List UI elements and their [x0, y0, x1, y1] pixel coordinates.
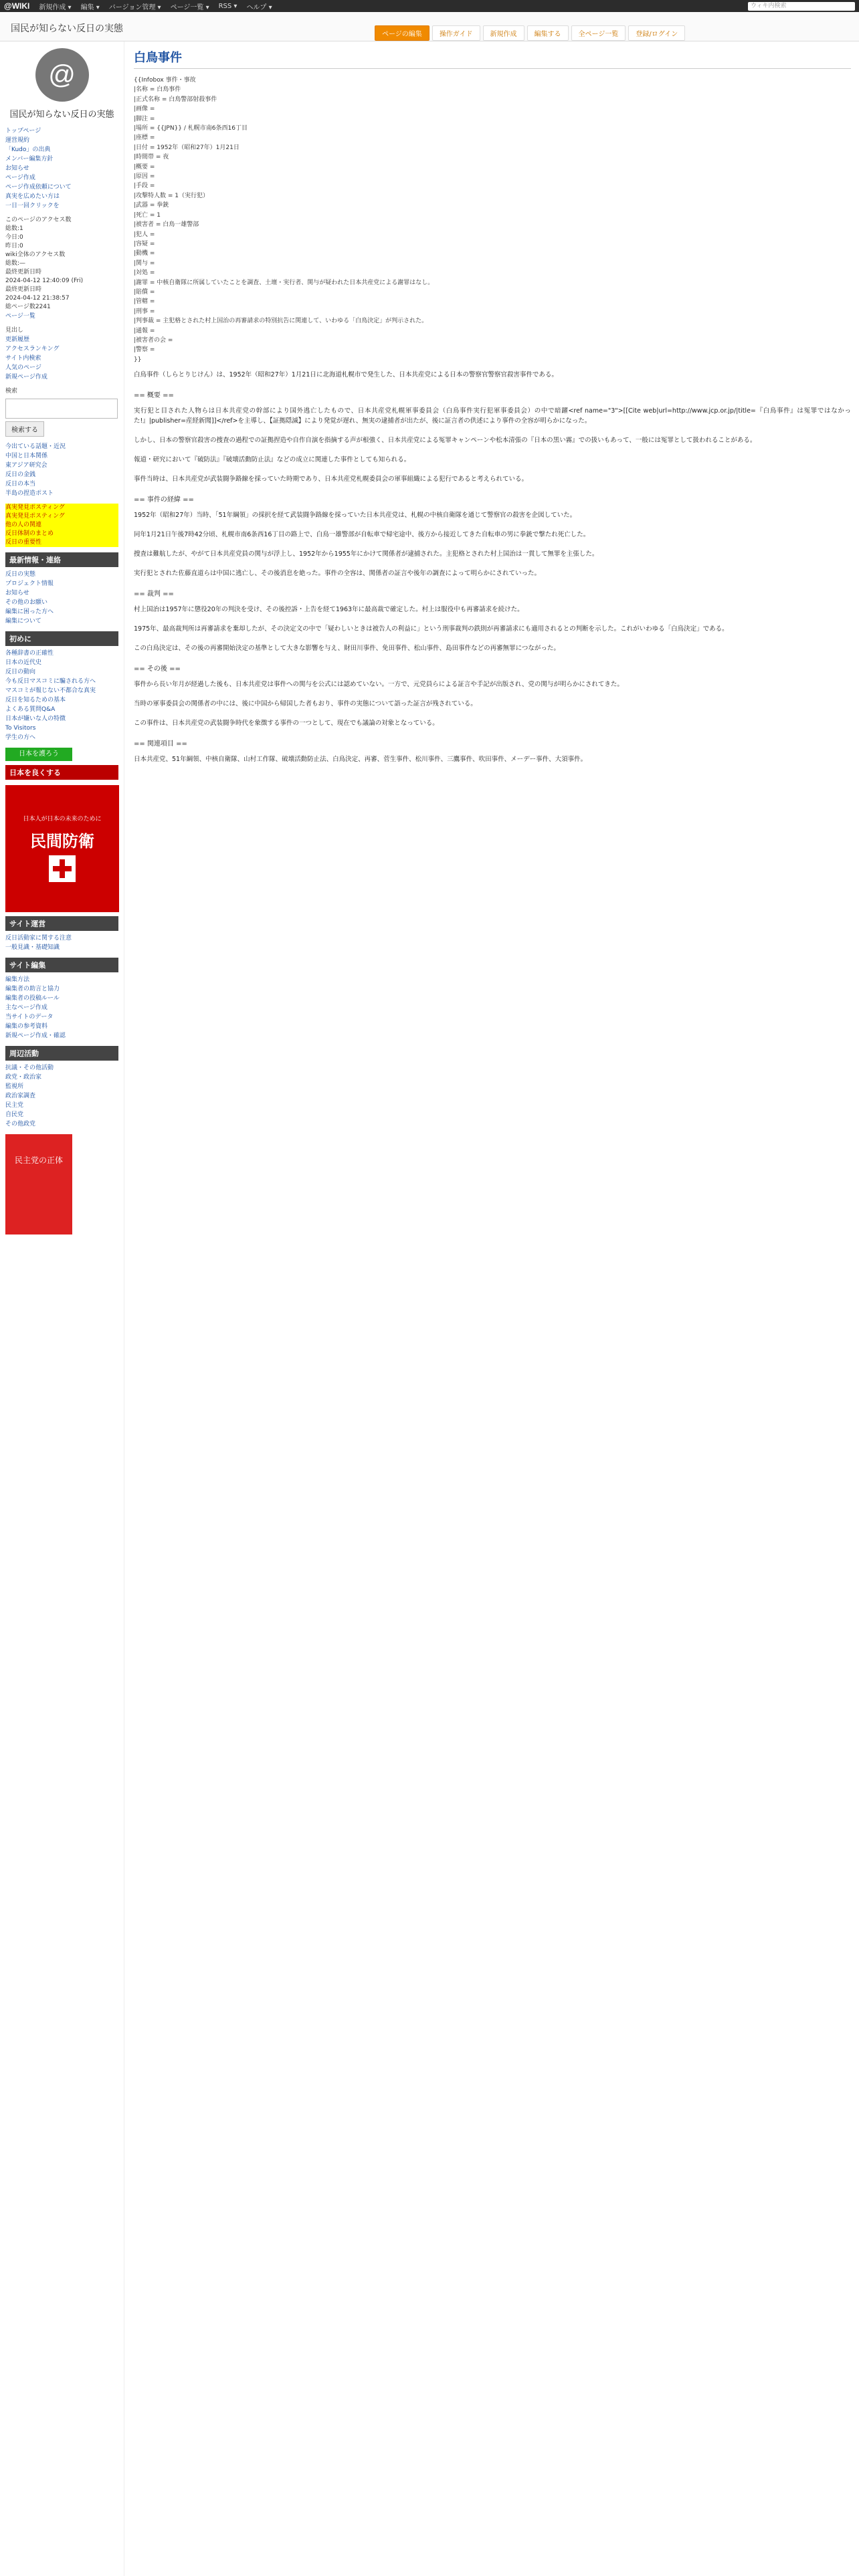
paragraph: 事件当時は、日本共産党が武装闘争路線を採っていた時期であり、日本共産党札幌委員会の軍事組織による犯行であると考えられている。	[134, 475, 529, 484]
banner-title: 民間防衛	[30, 833, 94, 851]
sidebar-stats	[0, 216, 124, 321]
paragraph: この白鳥決定は、その後の再審開始決定の基準として大きな影響を与え、財田川事件、免田事件、松山事件、島田事件などの再審無罪につながった。	[134, 645, 560, 653]
sidebar-link[interactable]: 運営規約	[5, 137, 30, 144]
stat-line: 総数:—	[5, 260, 26, 267]
infobox-line: |容疑 =	[134, 240, 155, 247]
edit-page-button[interactable]: ページの編集	[375, 25, 430, 41]
section-heading: == その後 ==	[134, 665, 181, 673]
infobox-line: |脚注 =	[134, 115, 155, 122]
sidebar-search-input[interactable]	[5, 399, 118, 419]
stat-line: 今日:0	[5, 234, 23, 241]
sidebar-link[interactable]: 編集者の助言と協力	[5, 986, 60, 992]
sidebar-section-title: サイト編集	[5, 958, 118, 972]
header-actions	[375, 25, 688, 41]
site-links-title: 見出し	[5, 327, 24, 334]
sidebar-section-title: 最新情報・連絡	[5, 552, 118, 567]
new-page-button[interactable]: 新規作成	[483, 25, 524, 41]
page-list-link[interactable]: ページ一覧	[5, 313, 35, 320]
stat-line: このページのアクセス数	[5, 217, 72, 223]
sidebar-link[interactable]: 反日の金銭	[5, 471, 36, 478]
highlight-link[interactable]: 反日体制のまとめ	[5, 530, 118, 538]
sidebar-link[interactable]: 新規ページ作成・確認	[5, 1033, 66, 1039]
sidebar	[0, 41, 124, 2576]
sidebar-link[interactable]: その他政党	[5, 1121, 36, 1128]
infobox-line: |日付 = 1952年（昭和27年）1月21日	[134, 144, 240, 151]
infobox-source	[134, 76, 851, 364]
sidebar-section-title: サイト運営	[5, 916, 118, 931]
paragraph: 実行犯と目された人物らは日本共産党の幹部により国外逃亡したもので、日本共産党札幌軍事委員会（白鳥事件実行犯軍事委員会）の中で暗躍<ref name="3">[[Cite web|url=http://www.jcp.or.jp/|title=『白鳥事件』は冤罪ではなかった!』|publisher=産経新聞]]</ref>を主導し、【証拠隠滅】により発覚が遅れ、無実の逮捕者が出たが、後に証言者の供述により事件の全容が明らかになった。	[134, 407, 851, 425]
stat-line: 昨日:0	[5, 243, 23, 249]
infobox-line: |関与 =	[134, 259, 155, 267]
sidebar-link[interactable]: To Visitors	[5, 725, 36, 732]
sidebar-link[interactable]: 自民党	[5, 1111, 24, 1118]
sidebar-link[interactable]: 一般見識・基礎知識	[5, 944, 60, 951]
sidebar-link[interactable]: サイト内検索	[5, 355, 41, 362]
sidebar-link[interactable]: お知らせ	[5, 590, 29, 597]
cross-icon	[49, 855, 76, 882]
sidebar-link[interactable]: トップページ	[5, 128, 41, 134]
sidebar-search-button[interactable]: 検索する	[5, 421, 44, 437]
page-title: 白鳥事件	[134, 48, 851, 69]
highlight-link[interactable]: 他の人の関連	[5, 521, 118, 530]
paragraph: 報道・研究において『破防法』『破壊活動防止法』などの成立に関連した事件としても知られる。	[134, 456, 411, 464]
infobox-line: |犯人 =	[134, 231, 155, 238]
sidebar-link[interactable]: 「Kudo」の出典	[5, 146, 51, 153]
sidebar-link[interactable]: 真実を広めたい方は	[5, 193, 60, 200]
all-pages-button[interactable]: 全ページ一覧	[571, 25, 626, 41]
sidebar-site-title[interactable]: 国民が知らない反日の実態	[9, 110, 114, 120]
menu-page-list[interactable]: ページ一覧 ▾	[170, 3, 209, 11]
sidebar-link[interactable]: 反日を知るための基本	[5, 697, 66, 704]
sidebar-link[interactable]: 抗議・その他活動	[5, 1065, 54, 1071]
sidebar-link[interactable]: 反日の動向	[5, 669, 36, 675]
sidebar-new-info	[0, 552, 124, 626]
sidebar-top-links	[0, 126, 124, 211]
sidebar-site-mgmt	[0, 958, 124, 1041]
login-button[interactable]: 登録/ログイン	[628, 25, 685, 41]
infobox-line: |刑事 =	[134, 308, 155, 315]
sidebar-section-title: 日本を良くする	[5, 765, 118, 780]
paragraph: 事件から長い年月が経過した後も、日本共産党は事件への関与を公式には認めていない。一方で、元党員らによる証言や手記が出版され、党の関与が明らかにされてきた。	[134, 681, 624, 689]
sidebar-link[interactable]: その他のお願い	[5, 599, 48, 606]
infobox-line: |座標 =	[134, 134, 155, 142]
sidebar-link[interactable]: 当サイトのデータ	[5, 1014, 54, 1021]
civil-defense-banner[interactable]	[5, 785, 119, 912]
sidebar-link[interactable]: 更新履歴	[5, 336, 30, 343]
menu-rss[interactable]: RSS ▾	[218, 2, 237, 10]
stat-line: 最終更新日時	[5, 286, 42, 293]
sidebar-site-links	[0, 326, 124, 382]
sidebar-link[interactable]: メンバー編集方針	[5, 156, 54, 163]
infobox-line: {{Infobox 事件・事故	[134, 77, 196, 84]
sidebar-link[interactable]: よくある質問Q&A	[5, 706, 56, 713]
menu-new[interactable]: 新規作成 ▾	[39, 3, 72, 11]
highlight-link[interactable]: 反日の重要性	[5, 538, 118, 547]
infobox-line: |警察 =	[134, 346, 155, 354]
stat-line: 2024-04-12 12:40:09 (Fri)	[5, 278, 84, 284]
section-heading: == 裁判 ==	[134, 591, 174, 599]
paragraph: 村上国治は1957年に懲役20年の判決を受け、その後控訴・上告を経て1963年に最高裁で確定した。村上は服役中も再審請求を続けた。	[134, 606, 524, 614]
sidebar-link[interactable]: 編集の参考資料	[5, 1023, 48, 1030]
infobox-line: }}	[134, 356, 142, 363]
infobox-line: |賠償 =	[134, 288, 155, 296]
infobox-line: |概要 =	[134, 163, 155, 171]
stat-line: 総数:1	[5, 225, 23, 232]
infobox-line: |武器 = 拳銃	[134, 202, 169, 209]
sidebar-link[interactable]: 今も反日マスコミに騙される方へ	[5, 678, 96, 685]
sidebar-link[interactable]: 政党・政治家	[5, 1074, 42, 1081]
sidebar-link[interactable]: 編集者の投稿ルール	[5, 995, 60, 1002]
lead-paragraph: 白鳥事件（しらとりじけん）は、1952年（昭和27年）1月21日に北海道札幌市で発生した、日本共産党による日本の警察官警察官殺害事件である。	[134, 371, 558, 379]
infobox-line: |謝罪 = 中核自衛隊に所属していたことを調査、土壇・実行者、関与が疑われた日本共産党による謝罪はなし。	[134, 279, 434, 286]
paragraph: 同年1月21日午後7時42分頃、札幌市南6条西16丁目の路上で、白鳥一雄警部が自転車で帰宅途中、後方から接近してきた自転車の男に拳銃で撃たれ死亡した。	[134, 531, 590, 539]
paragraph: この事件は、日本共産党の武装闘争時代を象徴する事件の一つとして、現在でも議論の対象となっている。	[134, 720, 439, 728]
stat-line: wiki全体のアクセス数	[5, 251, 66, 258]
paragraph: 1975年、最高裁判所は再審請求を棄却したが、その決定文の中で「疑わしいときは被告人の利益に」という刑事裁判の鉄則が再審請求にも適用されるとの判断を示した。これがいわゆる「白鳥決定」である。	[134, 625, 729, 633]
infobox-line: |被害者の会 =	[134, 336, 173, 344]
infobox-line: |通報 =	[134, 327, 155, 334]
infobox-line: |被害者 = 白鳥一雄警部	[134, 221, 199, 229]
sidebar-link[interactable]: マスコミが報じない不都合な真実	[5, 687, 96, 694]
infobox-line: |動機 =	[134, 250, 155, 257]
guide-button[interactable]: 操作ガイド	[432, 25, 480, 41]
infobox-line: |死亡 = 1	[134, 211, 161, 219]
wiki-search-input[interactable]: ウィキ内検索	[748, 2, 855, 11]
sidebar-section-title: 初めに	[5, 631, 118, 646]
main-content	[124, 41, 859, 2576]
sidebar-extra	[0, 1046, 124, 1129]
infobox-line: |判事裁 = 主犯格とされた村上国治の再審請求の特別抗告に関連して、いわゆる「白鳥決定」が判示された。	[134, 318, 428, 325]
sidebar-link[interactable]: 編集方法	[5, 976, 30, 983]
site-header	[0, 12, 859, 41]
sidebar-link[interactable]: 学生の方へ	[5, 734, 36, 741]
sidebar-link[interactable]: 政治家調査	[5, 1093, 36, 1099]
paragraph: 当時の軍事委員会の関係者の中には、後に中国から帰国した者もおり、事件の実態について語った証言が残されている。	[134, 700, 477, 708]
sidebar-link[interactable]: 監視所	[5, 1083, 24, 1090]
book-cover-image[interactable]: 民主党の正体	[5, 1134, 72, 1235]
infobox-line: |攻撃特人数 = 1（実行犯）	[134, 192, 209, 199]
sidebar-section-title: 周辺活動	[5, 1046, 118, 1061]
sidebar-link[interactable]: お知らせ	[5, 165, 29, 172]
site-name[interactable]: 国民が知らない反日の実態	[11, 23, 123, 33]
sidebar-link[interactable]: 一日一回クリックを	[5, 203, 60, 209]
sidebar-link[interactable]: 日本の近代史	[5, 659, 42, 666]
sidebar-link[interactable]: 今出ている話題・近況	[5, 443, 66, 450]
sidebar-link[interactable]: 東アジア研究会	[5, 462, 47, 469]
sidebar-red-links	[0, 504, 124, 547]
sidebar-link[interactable]: 半島の捏造ポスト	[5, 490, 54, 497]
sidebar-link[interactable]: アクセスランキング	[5, 346, 60, 352]
sidebar-link[interactable]: 新規ページ作成	[5, 374, 47, 381]
section-heading: == 事件の経緯 ==	[134, 496, 194, 504]
paragraph: 捜査は難航したが、やがて日本共産党員の関与が浮上し、1952年から1955年にかけて関係者が逮捕された。主犯格とされた村上国治は一貫して無罪を主張した。	[134, 550, 599, 558]
top-navigation-bar	[0, 0, 859, 12]
sidebar-beginner	[0, 631, 124, 742]
sidebar-link[interactable]: 反日活動家に関する注意	[5, 935, 72, 942]
sidebar-link[interactable]: 日本が嫌いな人の特徴	[5, 716, 66, 722]
menu-version[interactable]: バージョン管理 ▾	[108, 3, 161, 11]
sidebar-link[interactable]: 反日の本当	[5, 481, 36, 488]
atwiki-logo[interactable]: @WIKI	[4, 1, 30, 11]
protect-japan-banner[interactable]: 日本を護ろう	[5, 748, 72, 761]
sidebar-japan	[0, 765, 124, 780]
infobox-line: |管轄 =	[134, 298, 155, 306]
paragraph: 日本共産党、51年綱領、中核自衛隊、山村工作隊、破壊活動防止法、白鳥決定、再審、菅生事件、松川事件、三鷹事件、吹田事件、メーデー事件、大須事件。	[134, 756, 587, 764]
infobox-line: |正式名称 = 白鳥警部射殺事件	[134, 96, 217, 103]
section-heading: == 関連項目 ==	[134, 740, 187, 748]
stat-line: 最終更新日時	[5, 269, 42, 276]
sidebar-link[interactable]: ページ作成依頼について	[5, 184, 72, 191]
infobox-line: |画像 =	[134, 106, 155, 113]
sidebar-site-ops	[0, 916, 124, 952]
content-fade	[124, 2523, 859, 2576]
sidebar-highlight-links	[0, 442, 124, 498]
infobox-line: |原因 =	[134, 173, 155, 181]
paragraph: しかし、日本の警察官殺害の捜査の過程での証拠捏造や自作自演を指摘する声が根強く、日本共産党による冤罪キャンペーンや松本清張の『日本の黒い霧』での扱いもあって、一般には冤罪として扱われることがある。	[134, 437, 757, 445]
highlight-link[interactable]: 真実発見ポスティング	[5, 504, 118, 512]
menu-edit[interactable]: 編集 ▾	[80, 3, 100, 11]
wiki-logo[interactable]: @	[35, 48, 89, 102]
banner-caption: 日本人が日本の未来のために	[23, 816, 102, 823]
sidebar-link[interactable]: プロジェクト情報	[5, 580, 54, 587]
sidebar-link[interactable]: 編集に困った方へ	[5, 609, 54, 615]
infobox-line: |時間帯 = 夜	[134, 154, 169, 161]
sidebar-link[interactable]: 人気のページ	[5, 364, 41, 371]
stat-line: 総ページ数2241	[5, 304, 51, 310]
infobox-line: |手段 =	[134, 183, 155, 190]
sidebar-link[interactable]: 主なページ作成	[5, 1004, 47, 1011]
sidebar-link[interactable]: 民主党	[5, 1102, 24, 1109]
sidebar-link[interactable]: ページ作成	[5, 175, 35, 181]
paragraph: 実行犯とされた佐藤直道らは中国に逃亡し、その後消息を絶った。事件の全容は、関係者の証言や後年の調査によって明らかにされていった。	[134, 570, 541, 578]
sidebar-search	[0, 387, 124, 437]
edit-button[interactable]: 編集する	[527, 25, 569, 41]
sidebar-link[interactable]: 反日の実態	[5, 571, 36, 578]
paragraph: 1952年（昭和27年）当時、「51年綱領」の採択を経て武装闘争路線を採っていた日本共産党は、札幌の中核自衛隊を通じて警察官の殺害を企図していた。	[134, 512, 577, 520]
infobox-line: |対処 =	[134, 270, 155, 277]
sidebar-link[interactable]: 編集について	[5, 618, 41, 625]
section-heading: == 概要 ==	[134, 392, 174, 400]
infobox-line: |名称 = 白鳥事件	[134, 86, 181, 94]
infobox-line: |場所 = {{JPN}} / 札幌市南6条西16丁目	[134, 125, 248, 132]
sidebar-link[interactable]: 各種辞書の正確性	[5, 650, 54, 657]
stat-line: 2024-04-12 21:38:57	[5, 295, 70, 302]
search-label: 検索	[5, 388, 18, 395]
sidebar-link[interactable]: 中国と日本関係	[5, 453, 48, 459]
menu-help[interactable]: ヘルプ ▾	[246, 3, 272, 11]
highlight-link[interactable]: 真実発見ポスティング	[5, 512, 118, 521]
